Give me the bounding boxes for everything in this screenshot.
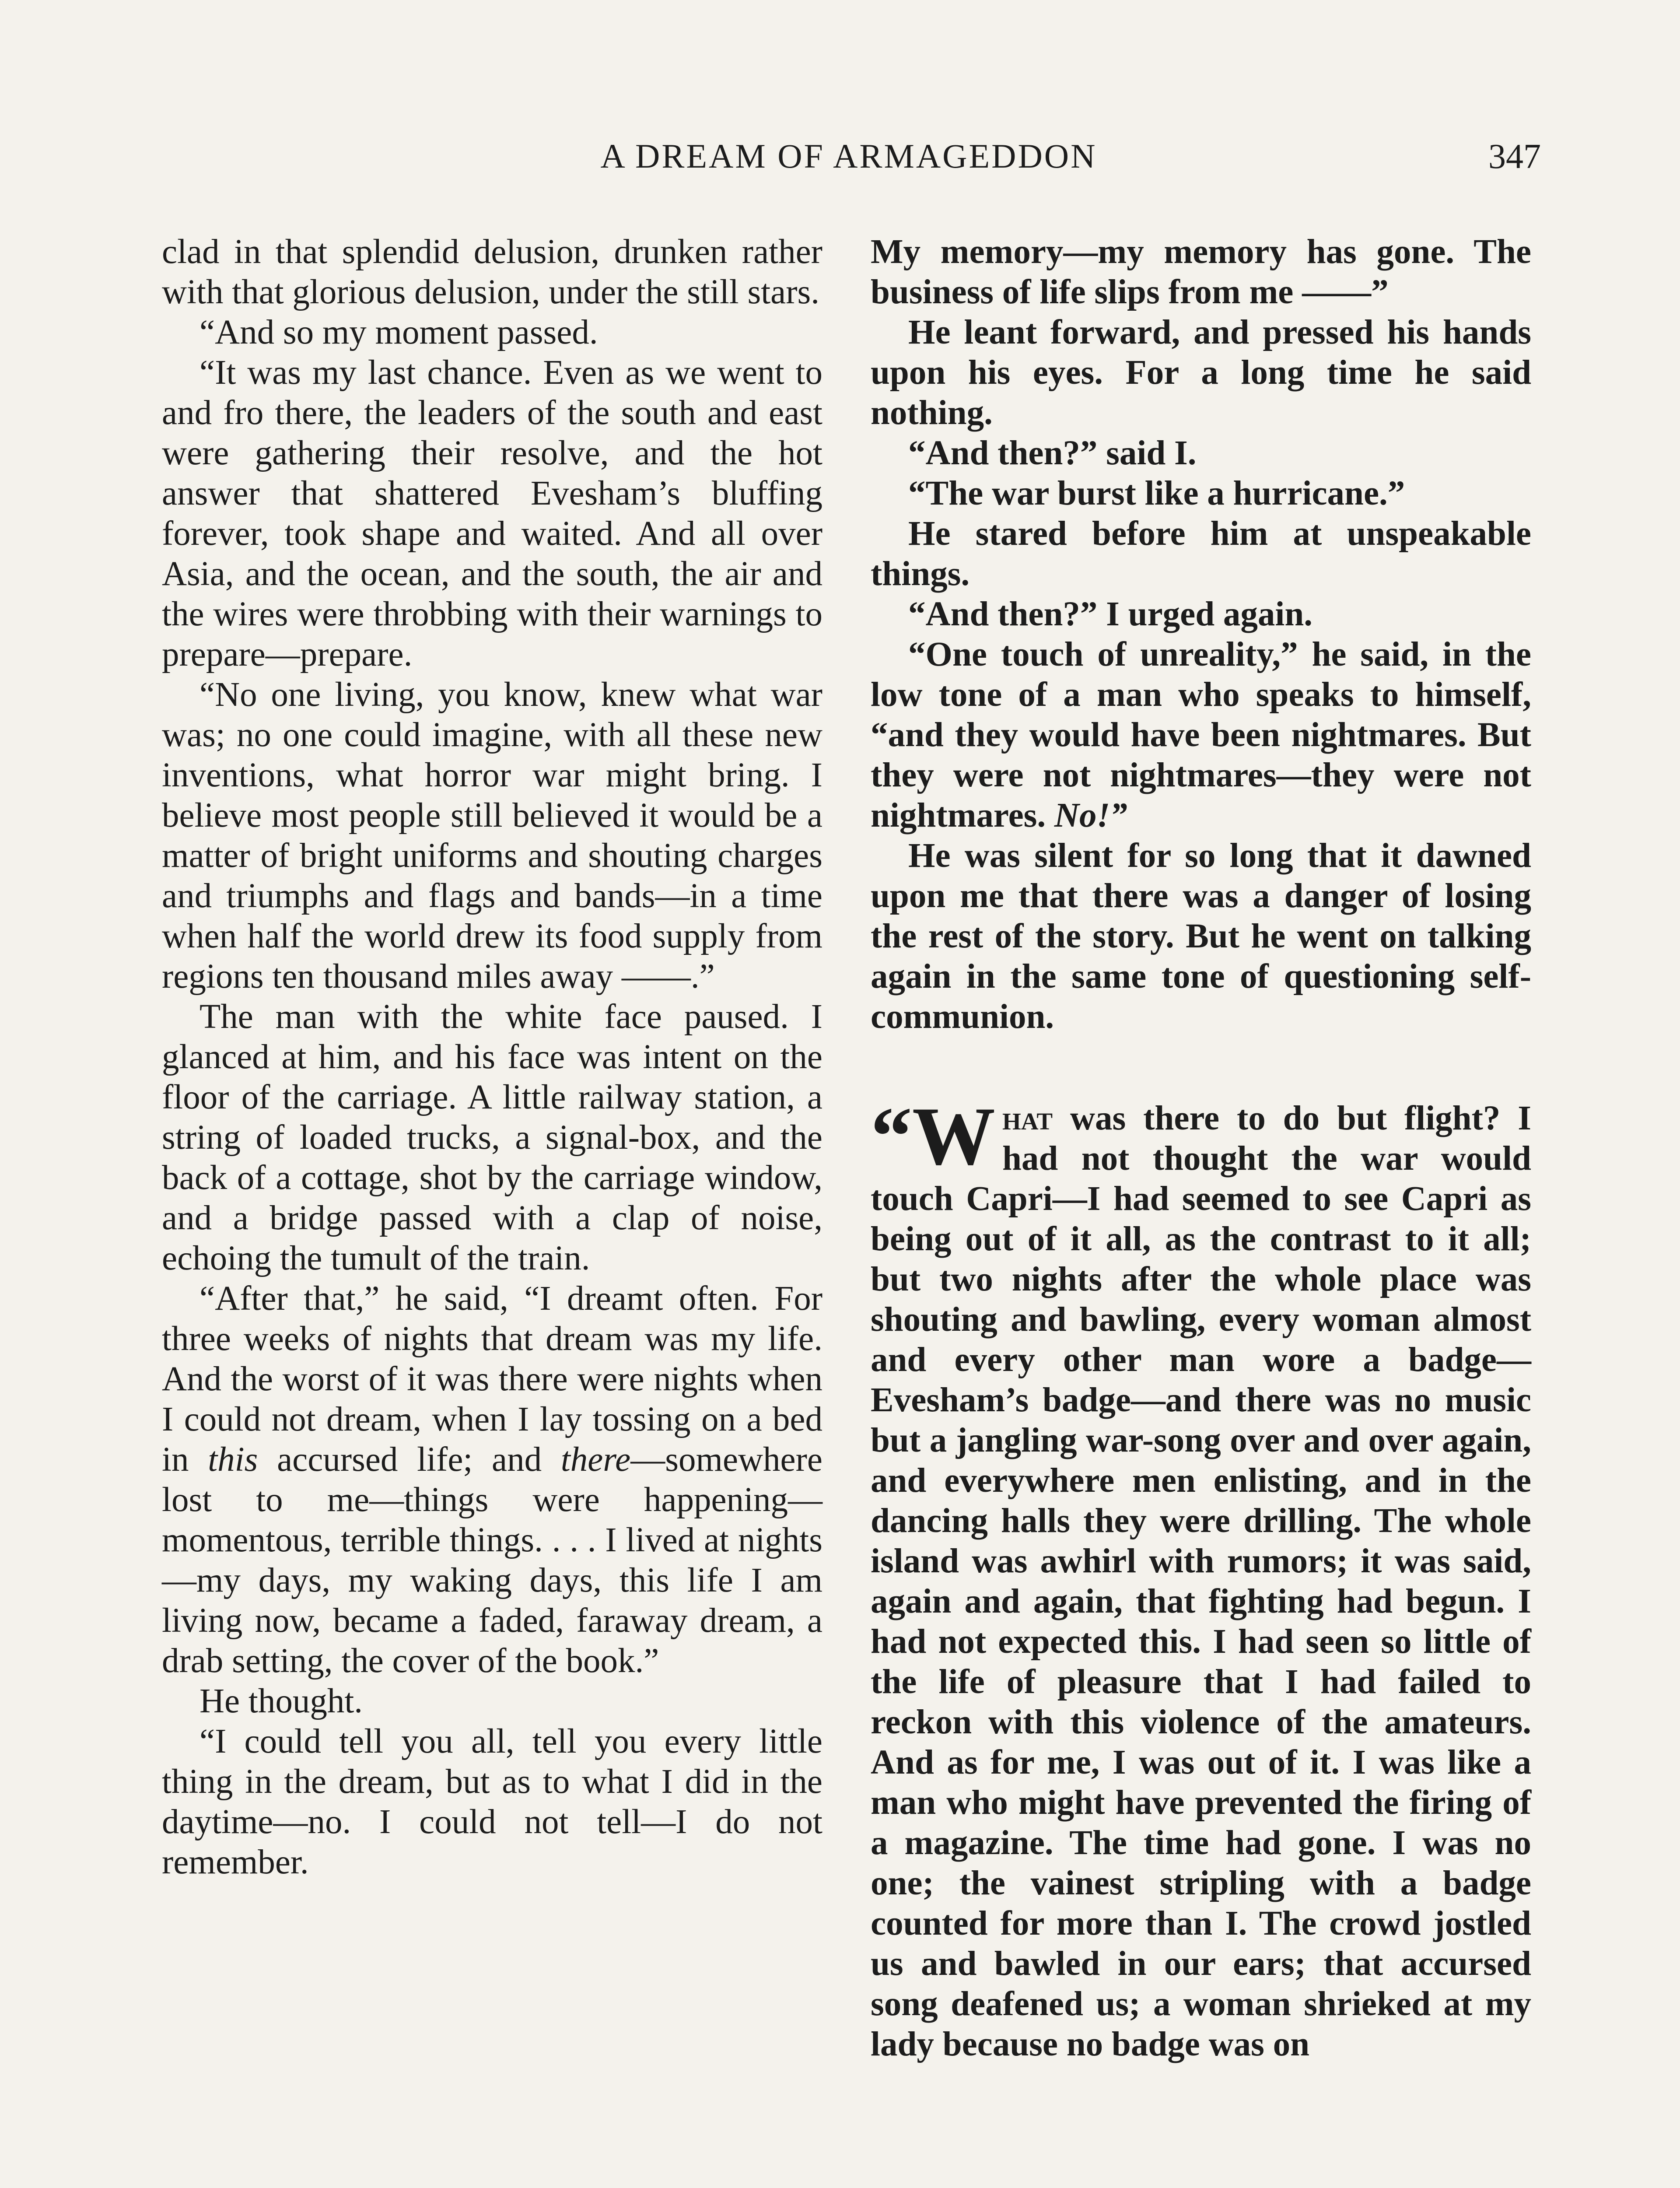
paragraph	[871, 635, 1531, 836]
paragraph-text: accursed life; and	[258, 1441, 561, 1479]
paragraph: He stared before him at unspeakable things.	[871, 515, 1531, 593]
section-opening-paragraph	[871, 1090, 1531, 2065]
drop-cap-letter: W	[912, 1090, 995, 1182]
right-column	[871, 232, 1531, 2065]
small-caps-lead: hat	[1002, 1099, 1053, 1137]
paragraph: He was silent for so long that it dawned upon me that there was a danger of losing the rest of the story. But he went on talking again in the same tone of questioning self-communion.	[871, 837, 1531, 1036]
paragraph: “It was my last chance. Even as we went to and fro there, the leaders of the south and east were gathering their resolve, and the hot answer that shattered Evesham’s bluffing forever, took shape and waited. And all over Asia, and the ocean, and the south, the air and the wires were throbbing with their warnings to prepare—prepare.	[162, 354, 822, 673]
paragraph: “And so my moment passed.	[200, 313, 598, 351]
emphasis: this	[208, 1441, 258, 1479]
paragraph: My memory—my memory has gone. The business of life slips from me ——”	[871, 233, 1531, 311]
emphasis: No!”	[1054, 796, 1127, 835]
paragraph: clad in that splendid delusion, drunken rather with that glorious delusion, under the still stars.	[162, 233, 822, 311]
running-title: A DREAM OF ARMAGEDDON	[600, 137, 1097, 175]
paragraph	[162, 1279, 822, 1681]
paragraph: “And then?” I urged again.	[908, 595, 1313, 633]
emphasis: there	[560, 1441, 631, 1479]
paragraph-text: “After that,” he said, “I dreamt often. For three weeks of nights that dream was my life. And the worst of it was there were nights when I could not dream, when I lay tossing on a bed in	[162, 1280, 822, 1479]
drop-cap	[871, 1090, 995, 1182]
opening-quote: “	[871, 1090, 912, 1182]
paragraph: The man with the white face paused. I glanced at him, and his face was intent on the floor of the carriage. A little railway station, a string of loaded trucks, a signal-box, and the back of a cottage, shot by the carriage window, and a bridge passed with a clap of noise, echoing the tumult of the train.	[162, 998, 822, 1277]
paragraph: “The war burst like a hurricane.”	[908, 474, 1405, 512]
page-number: 347	[1488, 137, 1541, 176]
paragraph: “No one living, you know, knew what war was; no one could imagine, with all these new inventions, what horror war might bring. I believe most people still believed it would be a matter of bright uniforms and shouting charges and triumphs and flags and bands—in a time when half the world drew its food supply from regions ten thousand miles away ——.”	[162, 676, 822, 996]
paragraph: He thought.	[200, 1682, 363, 1720]
paragraph-text: was there to do but flight? I had not thought the war would touch Capri—I had seemed to see Capri as being out of it all, as the contrast to it all; but two nights after the whole place was shouting and bawling, every woman almost and every other man wore a badge—Evesham’s badge—and there was no music but a jangling war-song over and over again, and everywhere men enlisting, and in the dancing halls they were drilling. The whole island was awhirl with rumors; it was said, again and again, that fighting had begun. I had not expected this. I had seen so little of the life of pleasure that I had failed to reckon with this violence of the amateurs. And as for me, I was out of it. I was like a man who might have prevented the firing of a magazine. The time had gone. I was no one; the vainest stripling with a badge counted for more than I. The crowd jostled us and bawled in our ears; that accursed song deafened us; a woman shrieked at my lady because no badge was on	[871, 1099, 1531, 2063]
paragraph: “And then?” said I.	[908, 434, 1197, 472]
paragraph-text: —somewhere lost to me—things were happening—momentous, terrible things. . . . I lived at nights—my days, my waking days, this life I am living now, became a faded, faraway dream, a drab setting, the cover of the book.”	[162, 1441, 822, 1680]
left-column	[162, 232, 822, 1883]
paragraph: He leant forward, and pressed his hands upon his eyes. For a long time he said nothing.	[871, 313, 1531, 432]
paragraph-text: “One touch of unreality,” he said, in the low tone of a man who speaks to himself, “and they would have been nightmares. But they were not nightmares—they were not nightmares.	[871, 635, 1531, 835]
paragraph: “I could tell you all, tell you every little thing in the dream, but as to what I did in the daytime—no. I could not tell—I do not remember.	[162, 1722, 822, 1881]
